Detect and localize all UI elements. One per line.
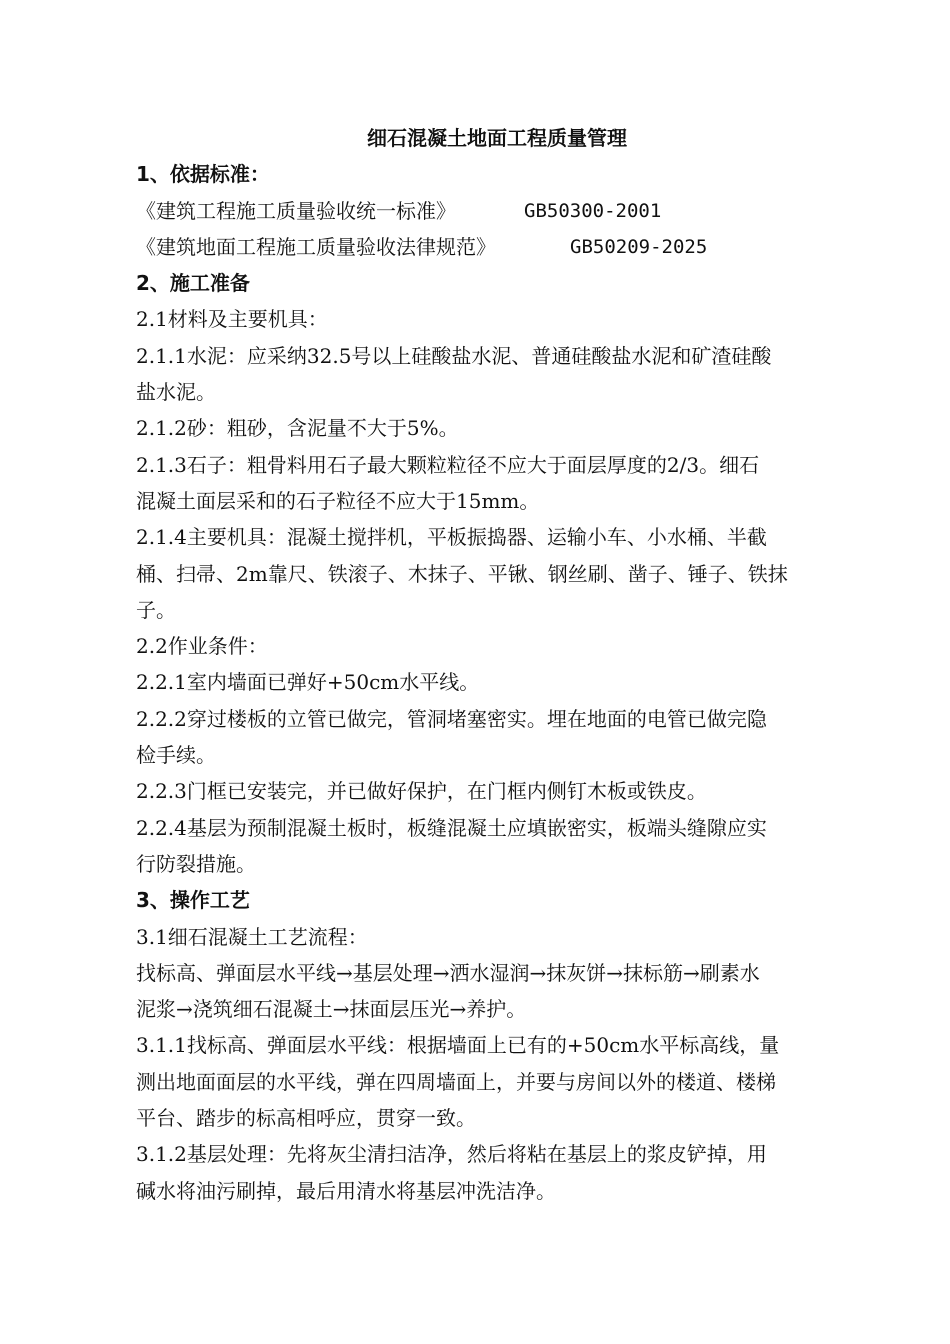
paragraph-2-2-2-line-2: 检手续。	[136, 743, 216, 768]
paragraph-2-1-3-line-1: 2.1.3石子：粗骨料用石子最大颗粒粒径不应大于面层厚度的2/3。细石	[136, 452, 760, 477]
paragraph-3-1-2-line-1: 3.1.2基层处理：先将灰尘清扫洁净，然后将粘在基层上的浆皮铲掉，用	[136, 1142, 767, 1167]
page-title: 细石混凝土地面工程质量管理	[367, 126, 627, 150]
paragraph-3-1-1-line-1: 3.1.1找标高、弹面层水平线：根据墙面上已有的+50cm水平标高线，量	[136, 1033, 780, 1058]
paragraph-3-1: 3.1细石混凝土工艺流程：	[136, 924, 368, 949]
paragraph-2-1-1-line-1: 2.1.1水泥：应采纳32.5号以上硅酸盐水泥、普通硅酸盐水泥和矿渣硅酸	[136, 343, 772, 368]
standard-name-2: 《建筑地面工程施工质量验收法律规范》	[136, 234, 496, 259]
paragraph-3-1-1-line-2: 测出地面面层的水平线，弹在四周墙面上，并要与房间以外的楼道、楼梯	[136, 1069, 776, 1094]
standard-reference-1	[136, 193, 858, 229]
standard-reference-2	[136, 229, 858, 265]
paragraph-2-1-4-line-2: 桶、扫帚、2m靠尺、铁滚子、木抹子、平锹、钢丝刷、凿子、锤子、铁抹	[136, 561, 788, 586]
paragraph-2-2-4-line-1: 2.2.4基层为预制混凝土板时，板缝混凝土应填嵌密实，板端头缝隙应实	[136, 815, 767, 840]
paragraph-3-1-2-line-2: 碱水将油污刷掉，最后用清水将基层冲洗洁净。	[136, 1178, 556, 1203]
process-flow-line-1: 找标高、弹面层水平线→基层处理→洒水湿润→抹灰饼→抹标筋→刷素水	[136, 960, 760, 985]
paragraph-2-2-2-line-1: 2.2.2穿过楼板的立管已做完，管洞堵塞密实。埋在地面的电管已做完隐	[136, 706, 767, 731]
paragraph-2-1-3-line-2: 混凝土面层采和的石子粒径不应大于15mm。	[136, 488, 540, 513]
standard-code-1: GB50300-2001	[524, 199, 662, 222]
section-heading-2: 2、施工准备	[136, 271, 250, 296]
paragraph-2-2-4-line-2: 行防裂措施。	[136, 851, 256, 876]
paragraph-2-2-1: 2.2.1室内墙面已弹好+50cm水平线。	[136, 670, 480, 695]
paragraph-2-1-2: 2.1.2砂：粗砂，含泥量不大于5%。	[136, 416, 459, 441]
paragraph-3-1-1-line-3: 平台、踏步的标高相呼应，贯穿一致。	[136, 1106, 476, 1131]
paragraph-2-1-1-line-2: 盐水泥。	[136, 380, 216, 405]
section-heading-3: 3、操作工艺	[136, 888, 250, 913]
paragraph-2-2-3: 2.2.3门框已安装完，并已做好保护，在门框内侧钉木板或铁皮。	[136, 779, 707, 804]
paragraph-2-2: 2.2作业条件：	[136, 634, 268, 659]
standard-code-2: GB50209-2025	[570, 235, 708, 258]
paragraph-2-1: 2.1材料及主要机具：	[136, 307, 328, 332]
paragraph-2-1-4-line-1: 2.1.4主要机具：混凝土搅拌机，平板振捣器、运输小车、小水桶、半截	[136, 525, 767, 550]
process-flow-line-2: 泥浆→浇筑细石混凝土→抹面层压光→养护。	[136, 997, 527, 1022]
paragraph-2-1-4-line-3: 子。	[136, 597, 176, 622]
document-body	[136, 120, 858, 1209]
standard-name-1: 《建筑工程施工质量验收统一标准》	[136, 198, 456, 223]
section-heading-1: 1、依据标准：	[136, 162, 270, 187]
